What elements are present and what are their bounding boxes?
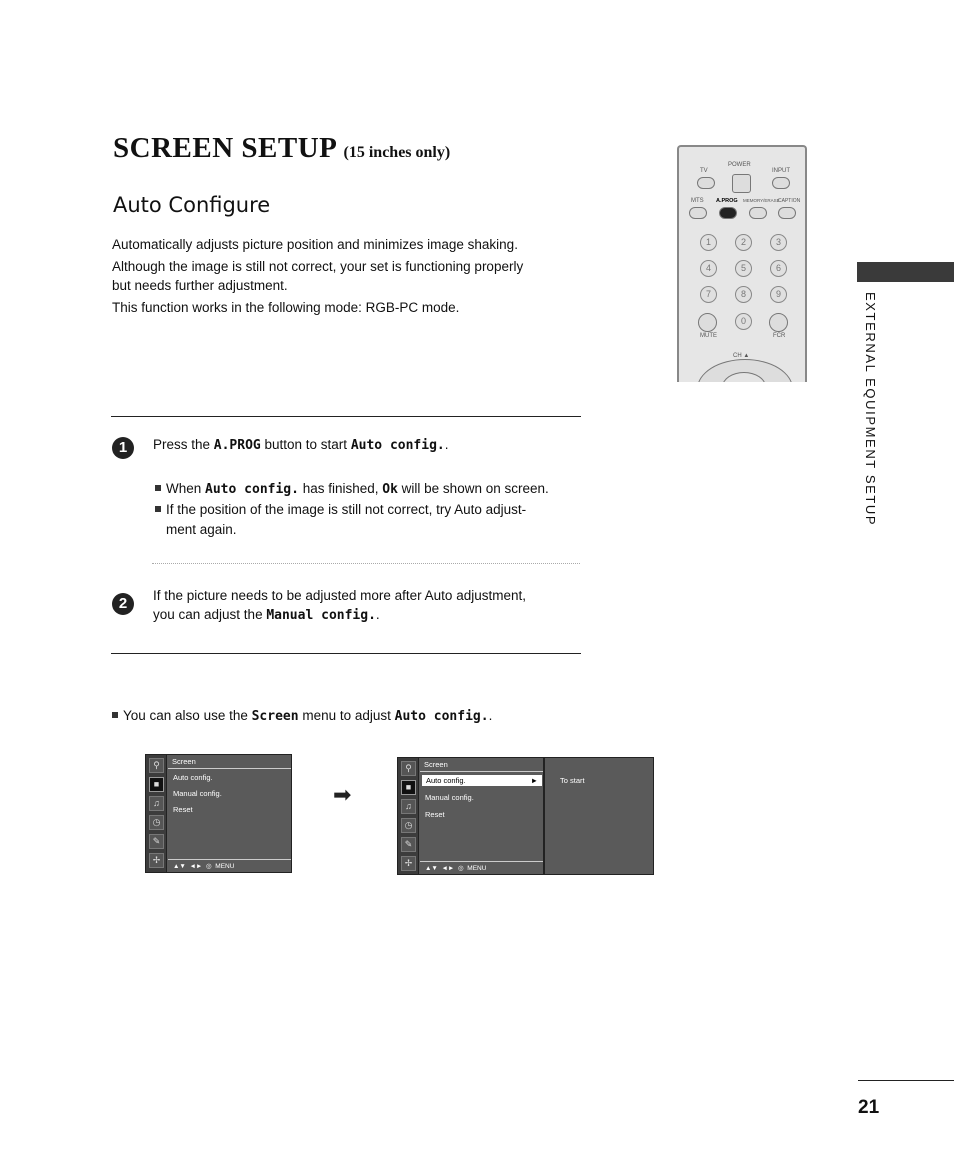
osd-header: Screen [420,758,543,772]
setup-icon: ✢ [401,856,416,871]
step-bottom-rule [111,653,581,654]
screen-icon: ■ [149,777,164,792]
sidebar-tab-bar [857,262,954,282]
page-title [113,132,450,165]
remote-num-0: 0 [735,313,752,330]
remote-mts-label: MTS [691,198,704,204]
step-1-bullet-1: When Auto config. has finished, Ok will be shown on screen. [155,479,549,500]
option-icon: ✎ [401,837,416,852]
picture-icon: ⚲ [401,761,416,776]
time-icon: ◷ [149,815,164,830]
intro-paragraph-2b: but needs further adjustment. [112,278,288,293]
remote-num-1: 1 [700,234,717,251]
osd-item-reset: Reset [173,805,193,814]
sidebar-label-text: EXTERNAL EQUIPMENT SETUP [863,292,878,527]
sidebar-label [856,292,880,532]
remote-num-6: 6 [770,260,787,277]
remote-aprog-button [719,207,737,219]
remote-num-5: 5 [735,260,752,277]
step-divider [152,563,580,564]
remote-mts-button [689,207,707,219]
remote-num-7: 7 [700,286,717,303]
osd-item-auto-config: Auto config. [173,773,213,782]
remote-fcr-button [769,313,788,332]
step-top-rule [111,416,581,417]
remote-tv-button [697,177,715,189]
osd-item-manual-config: Manual config. [425,793,474,802]
remote-power-label: POWER [728,162,751,168]
setup-icon: ✢ [149,853,164,868]
osd-submenu-panel [544,757,654,875]
intro-paragraph-3: This function works in the following mode: RGB-PC mode. [112,300,460,315]
step-1-text: Press the A.PROG button to start Auto config.. [153,437,449,453]
page-footer-rule [858,1080,954,1081]
remote-tv-label: TV [700,168,708,174]
remote-ch-label: CH ▲ [733,353,750,359]
step-1-bullet-2-cont: ment again. [166,522,237,537]
next-arrow-icon: ➡ [333,782,352,807]
osd-item-manual-config: Manual config. [173,789,222,798]
remote-memory-erase-button [749,207,767,219]
osd-header: Screen [168,755,291,769]
osd-footer: ▲▼ ◄► ◎ MENU [168,859,291,872]
remote-input-button [772,177,790,189]
remote-mute-label: MUTE [700,333,717,339]
screen-icon: ■ [401,780,416,795]
sound-icon: ♫ [401,799,416,814]
osd-item-reset: Reset [425,810,445,819]
remote-fcr-label: FCR [773,333,786,339]
remote-power-icon [732,174,751,193]
remote-input-label: INPUT [772,168,790,174]
page-number: 21 [858,1097,880,1118]
remote-num-4: 4 [700,260,717,277]
time-icon: ◷ [401,818,416,833]
title-text: SCREEN SETUP [113,132,336,164]
remote-num-3: 3 [770,234,787,251]
remote-mute-button [698,313,717,332]
osd-screen-menu-after [397,757,544,875]
step-1-number: 1 [112,437,134,459]
remote-num-9: 9 [770,286,787,303]
picture-icon: ⚲ [149,758,164,773]
option-icon: ✎ [149,834,164,849]
title-note: (15 inches only) [343,144,451,161]
step-2-line-1: If the picture needs to be adjusted more after Auto adjustment, [153,588,526,603]
intro-paragraph-1: Automatically adjusts picture position and minimizes image shaking. [112,237,518,252]
step-2-line-2: you can adjust the Manual config.. [153,607,380,623]
step-1-bullet-2: If the position of the image is still not correct, try Auto adjust- [155,500,526,520]
section-subtitle: Auto Configure [113,193,271,217]
submenu-arrow-icon: ► [530,776,538,785]
remote-num-8: 8 [735,286,752,303]
remote-aprog-label: A.PROG [716,198,738,204]
remote-num-2: 2 [735,234,752,251]
intro-paragraph-2a: Although the image is still not correct, your set is functioning properly [112,259,524,274]
screen-menu-note: You can also use the Screen menu to adjust Auto config.. [112,706,492,726]
osd-icon-column [398,758,419,874]
osd-screen-menu-before [145,754,292,873]
step-2-number: 2 [112,593,134,615]
osd-icon-column [146,755,167,872]
osd-footer: ▲▼ ◄► ◎ MENU [420,861,543,874]
remote-caption-button [778,207,796,219]
auto-config-label: Auto config. [350,438,445,453]
osd-item-auto-config-selected: Auto config. ► [422,775,542,786]
aprog-label: A.PROG [213,438,261,453]
remote-caption-label: CAPTION [778,198,801,204]
remote-control-illustration [677,145,807,382]
sound-icon: ♫ [149,796,164,811]
osd-submenu-text: To start [560,776,585,785]
remote-memory-erase-label: MEMORY/ERASE [743,198,780,203]
